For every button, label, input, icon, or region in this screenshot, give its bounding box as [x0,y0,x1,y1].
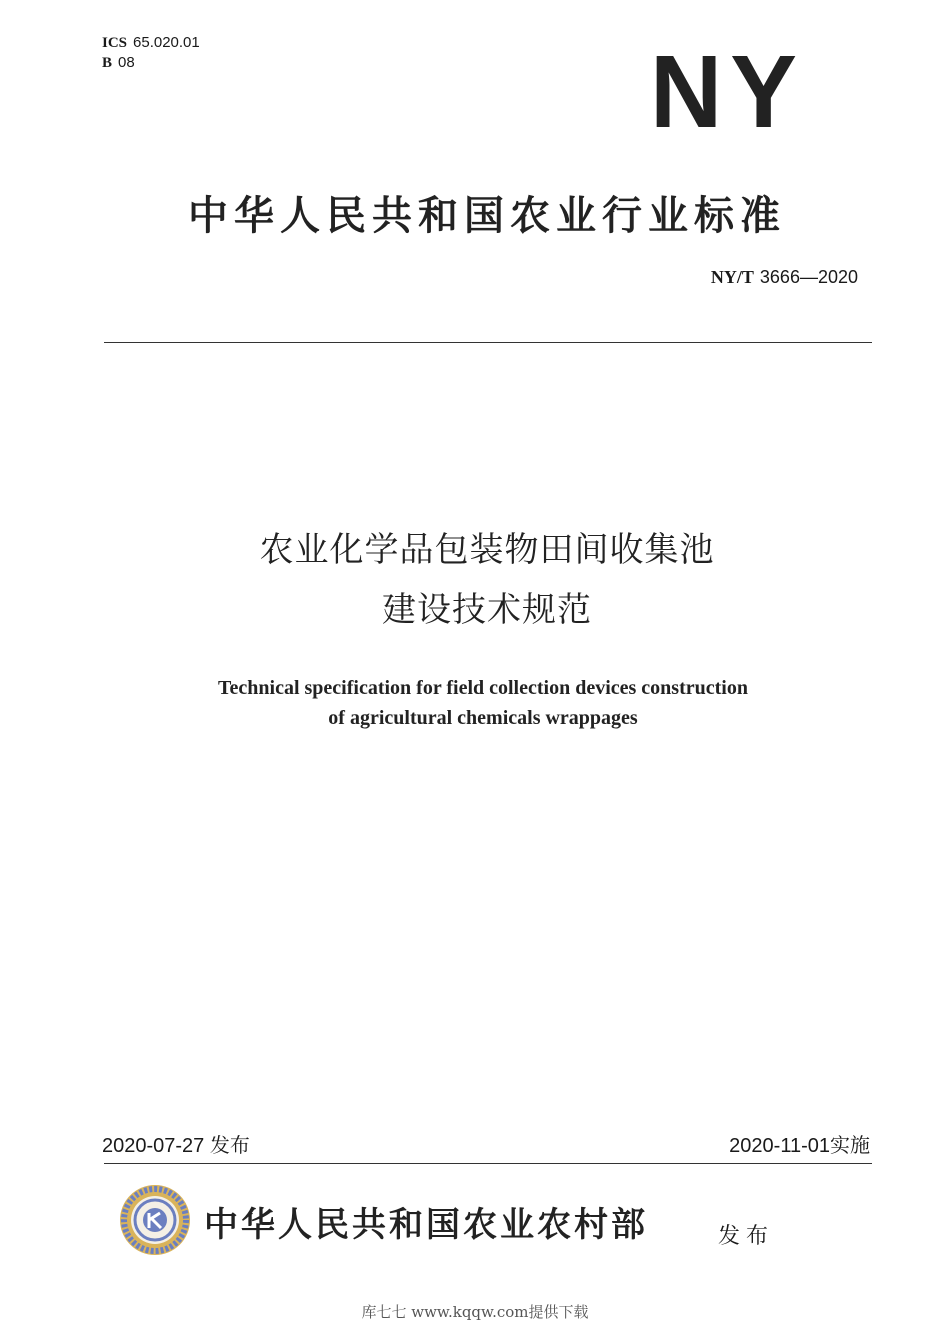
ministry-name: 中华人民共和国农业农村部 [204,1205,648,1245]
ny-logo: NY [650,34,805,150]
ministry-seal-icon [118,1183,192,1257]
standard-code-prefix: NY/T [710,267,754,287]
issue-date [102,1130,250,1161]
implement-date-value: 2020-11-01 [729,1135,830,1157]
ics-label: ICS [102,35,128,51]
ics-code [102,34,200,52]
download-watermark: 库七七 www.kqqw.com提供下载 [361,1303,589,1321]
ics-value: 65.020.01 [133,34,200,51]
document-title-en-line1: Technical specification for field collection devices construction [218,677,748,699]
header-divider [104,342,872,343]
implement-date [729,1130,870,1161]
issue-date-label: 发布 [209,1133,250,1157]
standard-code-number: 3666—2020 [759,267,858,287]
ccs-value: 08 [118,54,135,71]
document-title-cn-line1: 农业化学品包装物田间收集池 [259,530,715,570]
document-title-cn-line2: 建设技术规范 [382,590,592,630]
ccs-label: B [102,55,113,71]
standard-code [711,264,858,291]
issue-date-value: 2020-07-27 [102,1135,205,1157]
standard-category-title: 中华人民共和国农业行业标准 [188,193,786,239]
implement-date-label: 实施 [830,1133,870,1157]
ccs-code [102,54,135,72]
publish-label: 发布 [718,1224,775,1249]
footer-divider [104,1163,872,1164]
document-title-en-line2: of agricultural chemicals wrappages [328,707,638,729]
